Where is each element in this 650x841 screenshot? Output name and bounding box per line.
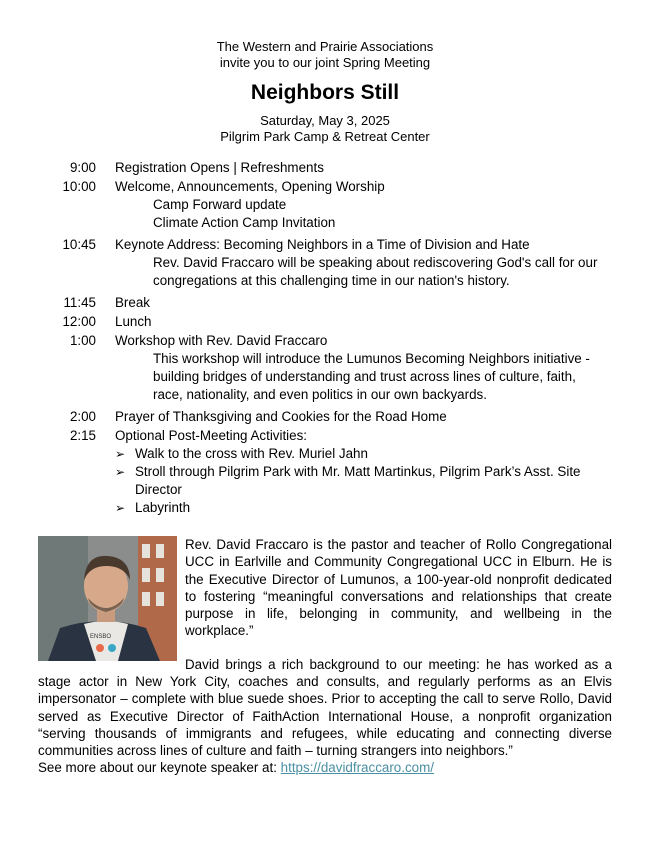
- agenda-time: 2:00: [69, 409, 96, 424]
- event-venue: Pilgrim Park Camp & Retreat Center: [220, 129, 430, 144]
- agenda-time: 10:00: [62, 179, 96, 194]
- agenda-text: Welcome, Announcements, Opening Worship: [115, 179, 385, 194]
- invite-line-1: The Western and Prairie Associations: [216, 39, 434, 54]
- agenda-time: 1:00: [69, 333, 96, 348]
- agenda-text: Lunch: [115, 314, 152, 329]
- shirt-text: ENSBO: [90, 634, 112, 640]
- agenda-item-break: [0, 293, 650, 312]
- agenda-time: 12:00: [62, 314, 96, 329]
- agenda-item-keynote: [0, 235, 650, 254]
- agenda-sub: Climate Action Camp Invitation: [153, 215, 336, 230]
- agenda-time: 10:45: [62, 237, 96, 252]
- invite-line-2: invite you to our joint Spring Meeting: [219, 55, 431, 70]
- agenda-text: Optional Post-Meeting Activities:: [115, 428, 308, 443]
- agenda-item-registration: [0, 158, 650, 177]
- activity-bullet: [115, 445, 611, 463]
- agenda-item-welcome: [0, 177, 650, 196]
- agenda-item-workshop: [0, 331, 650, 350]
- agenda-item-prayer: [0, 407, 650, 426]
- see-more-label: See more about our keynote speaker at:: [38, 760, 281, 775]
- agenda-sub: Rev. David Fraccaro will be speaking about rediscovering God's call for our: [153, 255, 598, 270]
- activity-bullet: [115, 463, 611, 499]
- agenda-sub: This workshop will introduce the Lumunos Becoming Neighbors initiative -: [153, 351, 590, 366]
- activity-text: Stroll through Pilgrim Park with Mr. Matt Martinkus, Pilgrim Park’s Asst. Site Director: [135, 464, 581, 497]
- agenda-text: Prayer of Thanksgiving and Cookies for the Road Home: [115, 409, 447, 424]
- agenda-time: 2:15: [69, 428, 96, 443]
- activity-text: Walk to the cross with Rev. Muriel Jahn: [135, 446, 368, 461]
- agenda-time: 11:45: [63, 295, 96, 310]
- agenda-item-optional: [0, 426, 650, 445]
- speaker-bio: [38, 536, 612, 760]
- arrow-bullet-icon: ➢: [115, 501, 126, 515]
- agenda-time: 9:00: [69, 160, 96, 175]
- agenda-sub: race, nationality, and even politics in our own backyards.: [153, 387, 487, 402]
- agenda-sub: Camp Forward update: [153, 197, 287, 212]
- speaker-website-link[interactable]: https://davidfraccaro.com/: [280, 760, 434, 775]
- agenda-sub: congregations at this challenging time in our nation's history.: [153, 273, 510, 288]
- activity-text: Labyrinth: [135, 500, 191, 515]
- bio-paragraph-2: David brings a rich background to our meeting: he has worked as a stage actor in New York City, coaches and consults, and regularly performs as an Elvis impersonator – complete with blue suede shoes. Prior to accepting the call to serve Rollo, David served as Executive Director of FaithAction International House, a nonprofit organization “serving thousands of immigrants and refugees, while educating and connecting diverse communities across lines of culture and faith – turning strangers into neighbors.”: [38, 656, 612, 759]
- see-more: [38, 759, 434, 776]
- arrow-bullet-icon: ➢: [115, 465, 126, 479]
- agenda-text: Registration Opens | Refreshments: [115, 160, 324, 175]
- agenda: [0, 158, 650, 517]
- speaker-photo: [38, 536, 177, 661]
- event-date: Saturday, May 3, 2025: [260, 113, 390, 128]
- agenda-item-lunch: [0, 312, 650, 331]
- header: [0, 39, 650, 145]
- agenda-text: Keynote Address: Becoming Neighbors in a Time of Division and Hate: [115, 237, 530, 252]
- page-title: Neighbors Still: [250, 81, 400, 104]
- activity-bullet: [115, 499, 611, 517]
- agenda-text: Break: [115, 295, 150, 310]
- agenda-sub: building bridges of understanding and trust across lines of culture, faith,: [153, 369, 576, 384]
- bio-paragraph-1: Rev. David Fraccaro is the pastor and teacher of Rollo Congregational UCC in Earlville and Community Congregational UCC in Elburn. He is the Executive Director of Lumunos, a 100-year-old nonprofit dedicated to fostering “meaningful conversations and relationships that create purpose in life, belonging in community, and wellbeing in the workplace.”: [185, 537, 612, 639]
- arrow-bullet-icon: ➢: [115, 447, 126, 461]
- agenda-text: Workshop with Rev. David Fraccaro: [115, 333, 328, 348]
